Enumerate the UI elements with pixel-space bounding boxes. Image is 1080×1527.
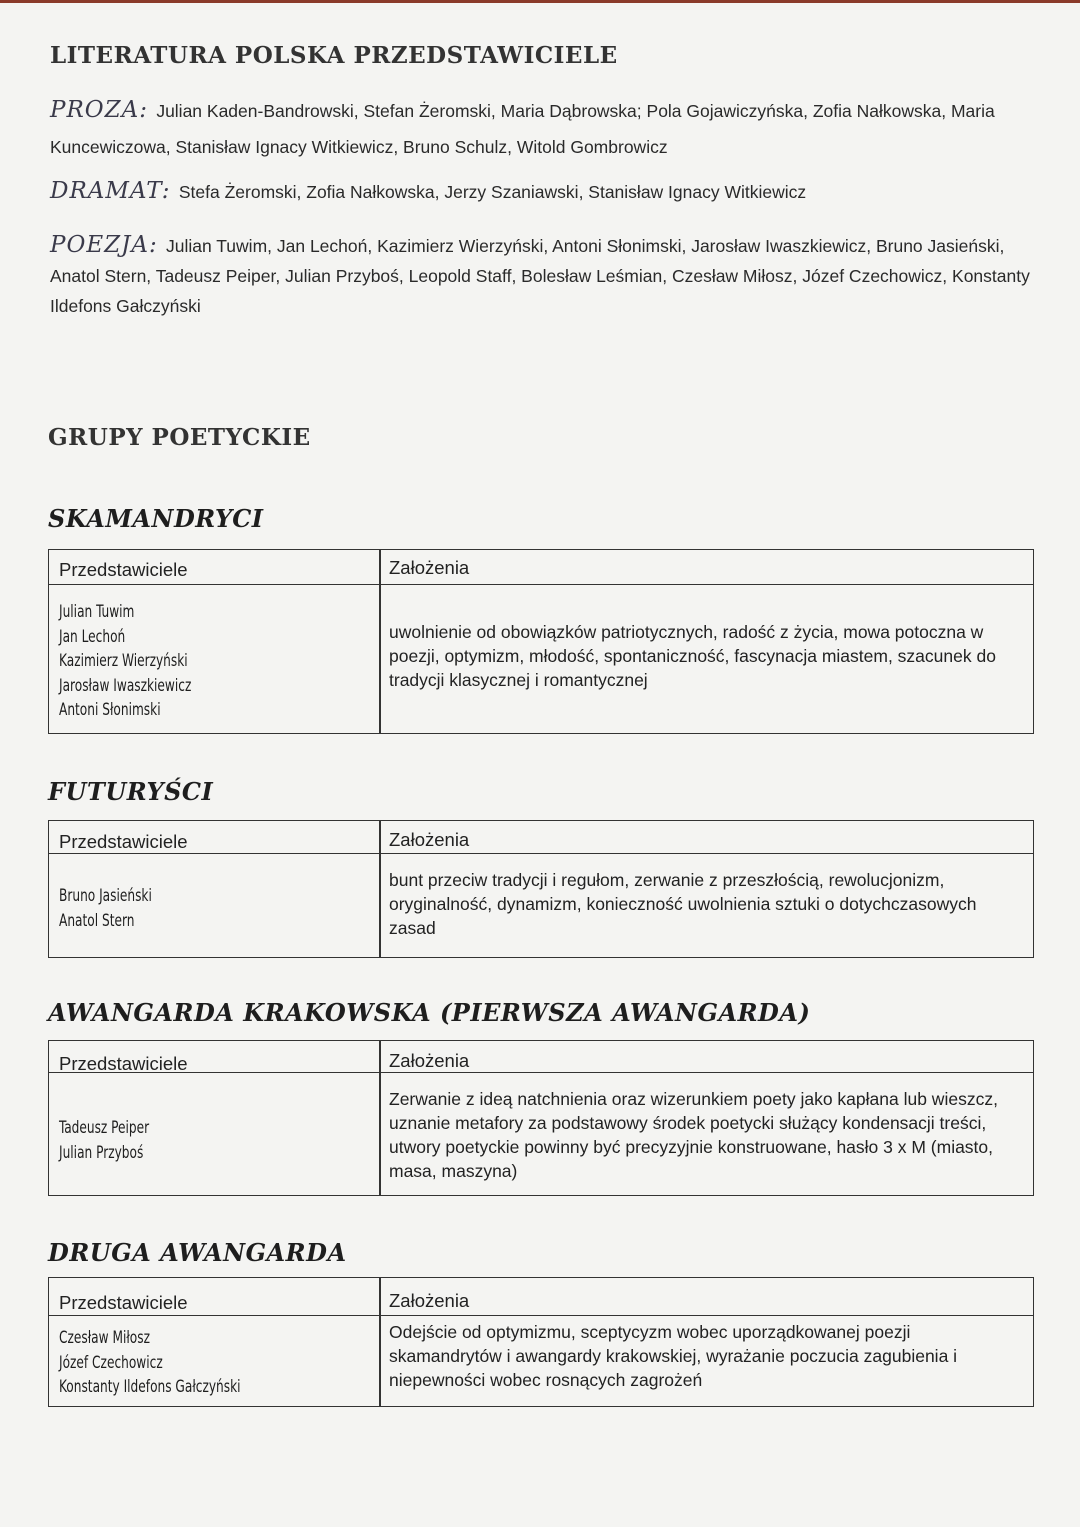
genre-drama: DRAMAT: Stefa Żeromski, Zofia Nałkowska, Jerzy Szaniawski, Stanisław Ignacy Witkiewicz [50, 178, 807, 204]
genre-label-poetry: POEZJA [50, 232, 149, 258]
table-header-representatives: Przedstawiciele [59, 559, 188, 580]
member-name: Bruno Jasieński [59, 886, 152, 905]
group-table-skamandryci [48, 549, 1034, 734]
group-title-skamandryci: SKAMANDRYCI [48, 504, 264, 533]
table-header-row [49, 1041, 1033, 1073]
table-divider [379, 550, 381, 733]
genre-text-prose: Julian Kaden-Bandrowski, Stefan Żeromski, Maria Dąbrowska; Pola Gojawiczyńska, Zofia Nałkowska, Maria Kuncewiczowa, Stanisław Ignacy Witkiewicz, Bruno Schulz, Witold Gombrowicz [50, 101, 995, 157]
member-name: Julian Tuwim [59, 602, 135, 621]
group-table-awangarda-krakowska [48, 1040, 1034, 1196]
member-name: Anatol Stern [59, 910, 135, 930]
group-title-awangarda-krakowska: AWANGARDA KRAKOWSKA (PIERWSZA AWANGARDA) [48, 998, 811, 1027]
member-name: Czesław Miłosz [59, 1328, 150, 1347]
section-title-groups: GRUPY POETYCKIE [48, 424, 311, 451]
genre-poetry: POEZJA: Julian Tuwim, Jan Lechoń, Kazimierz Wierzyński, Antoni Słonimski, Jarosław Iwaszkiewicz, Bruno Jasieński, Anatol Stern, Tadeusz Peiper, Julian Przyboś, Leopold Staff, Bolesław Leśmian, Czesław Miłosz, Józef Czechowicz, Konstanty Ildefons Gałczyński [50, 232, 1030, 316]
group-members [59, 1326, 313, 1400]
group-assumptions: Odejście od optymizmu, sceptycyzm wobec uporządkowanej poezji skamandrytów i awangardy krakowskiej, wyrażanie poczucia zagubienia i niepewności wobec rosnących zagrożeń [389, 1322, 958, 1390]
member-name: Antoni Słonimski [59, 700, 161, 719]
member-name: Jarosław Iwaszkiewicz [59, 675, 192, 695]
table-header-assumptions: Założenia [389, 1050, 470, 1071]
group-table-druga-awangarda [48, 1277, 1034, 1407]
group-assumptions: Zerwanie z ideą natchnienia oraz wizerunkiem poety jako kapłana lub wieszcz, uznanie metafory za podstawowy środek poetycki służący kondensacji treści, utwory poetyckie powinny być precyzyjnie konstruowane, hasło 3 x M (miasto, masa, maszyna) [389, 1089, 998, 1181]
group-members [59, 600, 313, 723]
table-header-row [49, 550, 1033, 585]
table-header-representatives: Przedstawiciele [59, 1292, 188, 1313]
group-members [59, 884, 313, 933]
table-header-row [49, 821, 1033, 854]
table-header-representatives: Przedstawiciele [59, 1053, 188, 1074]
genre-label-prose: PROZA [50, 97, 140, 123]
table-header-assumptions: Założenia [389, 1290, 470, 1311]
table-header-row [49, 1278, 1033, 1316]
table-header-representatives: Przedstawiciele [59, 831, 188, 852]
group-title-druga-awangarda: DRUGA AWANGARDA [48, 1238, 347, 1267]
table-header-assumptions: Założenia [389, 557, 470, 578]
table-divider [379, 821, 381, 957]
member-name: Julian Przyboś [59, 1142, 144, 1162]
table-divider [379, 1278, 381, 1406]
member-name: Kazimierz Wierzyński [59, 651, 188, 670]
member-name: Józef Czechowicz [59, 1352, 163, 1372]
group-title-futurysci: FUTURYŚCI [48, 777, 214, 806]
genre-text-drama: Stefa Żeromski, Zofia Nałkowska, Jerzy Szaniawski, Stanisław Ignacy Witkiewicz [178, 182, 807, 202]
member-name: Tadeusz Peiper [59, 1118, 150, 1137]
group-assumptions: bunt przeciw tradycji i regułom, zerwanie z przeszłością, rewolucjonizm, oryginalność, dynamizm, konieczność uwolnienia sztuki o dotychczasowych zasad [389, 870, 977, 938]
member-name: Konstanty Ildefons Gałczyński [59, 1377, 241, 1396]
member-name: Jan Lechoń [59, 626, 126, 646]
genre-label-drama: DRAMAT [50, 178, 162, 204]
group-members [59, 1116, 313, 1165]
page-title: LITERATURA POLSKA PRZEDSTAWICIELE [50, 42, 618, 69]
table-header-assumptions: Założenia [389, 829, 470, 850]
genre-prose: PROZA: Julian Kaden-Bandrowski, Stefan Żeromski, Maria Dąbrowska; Pola Gojawiczyńska, Zofia Nałkowska, Maria Kuncewiczowa, Stanisław Ignacy Witkiewicz, Bruno Schulz, Witold Gombrowicz [50, 97, 995, 157]
genre-text-poetry: Julian Tuwim, Jan Lechoń, Kazimierz Wierzyński, Antoni Słonimski, Jarosław Iwaszkiewicz, Bruno Jasieński, Anatol Stern, Tadeusz Peiper, Julian Przyboś, Leopold Staff, Bolesław Leśmian, Czesław Miłosz, Józef Czechowicz, Konstanty Ildefons Gałczyński [50, 236, 1030, 316]
group-table-futurysci [48, 820, 1034, 958]
top-border [0, 0, 1080, 3]
table-divider [379, 1041, 381, 1195]
group-assumptions: uwolnienie od obowiązków patriotycznych, radość z życia, mowa potoczna w poezji, optymizm, młodość, spontaniczność, fascynacja miastem, szacunek do tradycji klasycznej i romantycznej [389, 622, 996, 690]
